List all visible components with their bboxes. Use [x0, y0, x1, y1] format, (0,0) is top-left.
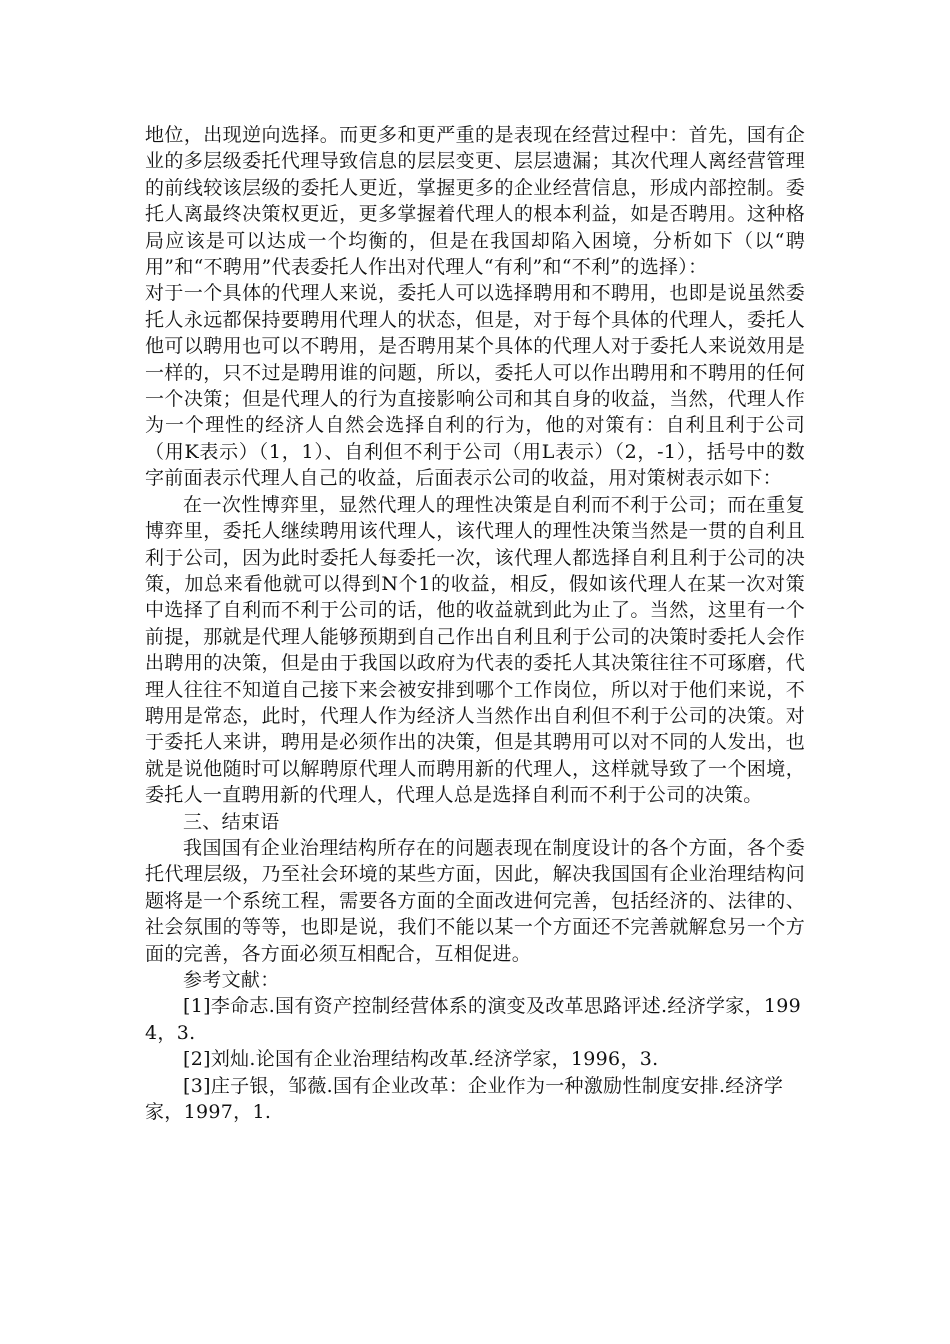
reference-item-2: [2]刘灿.论国有企业治理结构改革.经济学家，1996，3.	[183, 1048, 659, 1071]
paragraph-agent-strategy: 对于一个具体的代理人来说，委托人可以选择聘用和不聘用，也即是说虽然委托人永远都保持要聘用代理人的状态，但是，对于每个具体的代理人，委托人他可以聘用也可以不聘用，是否聘用某个具体的代理人对于委托人来说效用是一样的，只不过是聘用谁的问题，所以，委托人可以作出聘用和不聘用的任何一个决策；但是代理人的行为直接影响公司和其自身的收益，当然，代理人作为一个理性的经济人自然会选择自利的行为，他的对策有：自利且利于公司（用K表示）（1，1）、自利但不利于公司（用L表示）（2，-1），括号中的数字前面表示代理人自己的收益，后面表示公司的收益，用对策树表示如下：	[145, 282, 805, 490]
paragraph-adverse-selection: 地位，出现逆向选择。而更多和更严重的是表现在经营过程中：首先，国有企业的多层级委托代理导致信息的层层变更、层层遗漏；其次代理人离经营管理的前线较该层级的委托人更近，掌握更多的企业经营信息，形成内部控制。委托人离最终决策权更近，更多掌握着代理人的根本利益，如是否聘用。这种格局应该是可以达成一个均衡的，但是在我国却陷入困境，分析如下（以“聘用”和“不聘用”代表委托人作出对代理人“有利”和“不利”的选择）：	[145, 124, 805, 279]
paragraph-game-analysis: 在一次性博弈里，显然代理人的理性决策是自利而不利于公司；而在重复博弈里，委托人继续聘用该代理人，该代理人的理性决策当然是一贯的自利且利于公司，因为此时委托人每委托一次，该代理人都选择自利且利于公司的决策，加总来看他就可以得到N个1的收益，相反，假如该代理人在某一次对策中选择了自利而不利于公司的话，他的收益就到此为止了。当然，这里有一个前提，那就是代理人能够预期到自己作出自利且利于公司的决策时委托人会作出聘用的决策，但是由于我国以政府为代表的委托人其决策往往不可琢磨，代理人往往不知道自己接下来会被安排到哪个工作岗位，所以对于他们来说，不聘用是常态，此时，代理人作为经济人当然作出自利但不利于公司的决策。对于委托人来讲，聘用是必须作出的决策，但是其聘用可以对不同的人发出，也就是说他随时可以解聘原代理人而聘用新的代理人，这样就导致了一个困境，委托人一直聘用新的代理人，代理人总是选择自利而不利于公司的决策。	[145, 493, 805, 807]
references-heading: 参考文献：	[183, 969, 280, 991]
reference-item-1: [1]李命志.国有资产控制经营体系的演变及改革思路评述.经济学家，1994，3.	[145, 995, 802, 1044]
document-body	[145, 122, 805, 1125]
reference-item-3: [3]庄子银，邹薇.国有企业改革：企业作为一种激励性制度安排.经济学家，1997，1.	[145, 1074, 784, 1124]
section-heading-conclusion: 三、结束语	[183, 810, 280, 833]
paragraph-conclusion: 我国国有企业治理结构所存在的问题表现在制度设计的各个方面，各个委托代理层级，乃至社会环境的某些方面，因此，解决我国国有企业治理结构问题将是一个系统工程，需要各方面的全面改进何完善，包括经济的、法律的、社会氛围的等等，也即是说，我们不能以某一个方面还不完善就解怠另一个方面的完善，各方面必须互相配合，互相促进。	[145, 836, 805, 965]
